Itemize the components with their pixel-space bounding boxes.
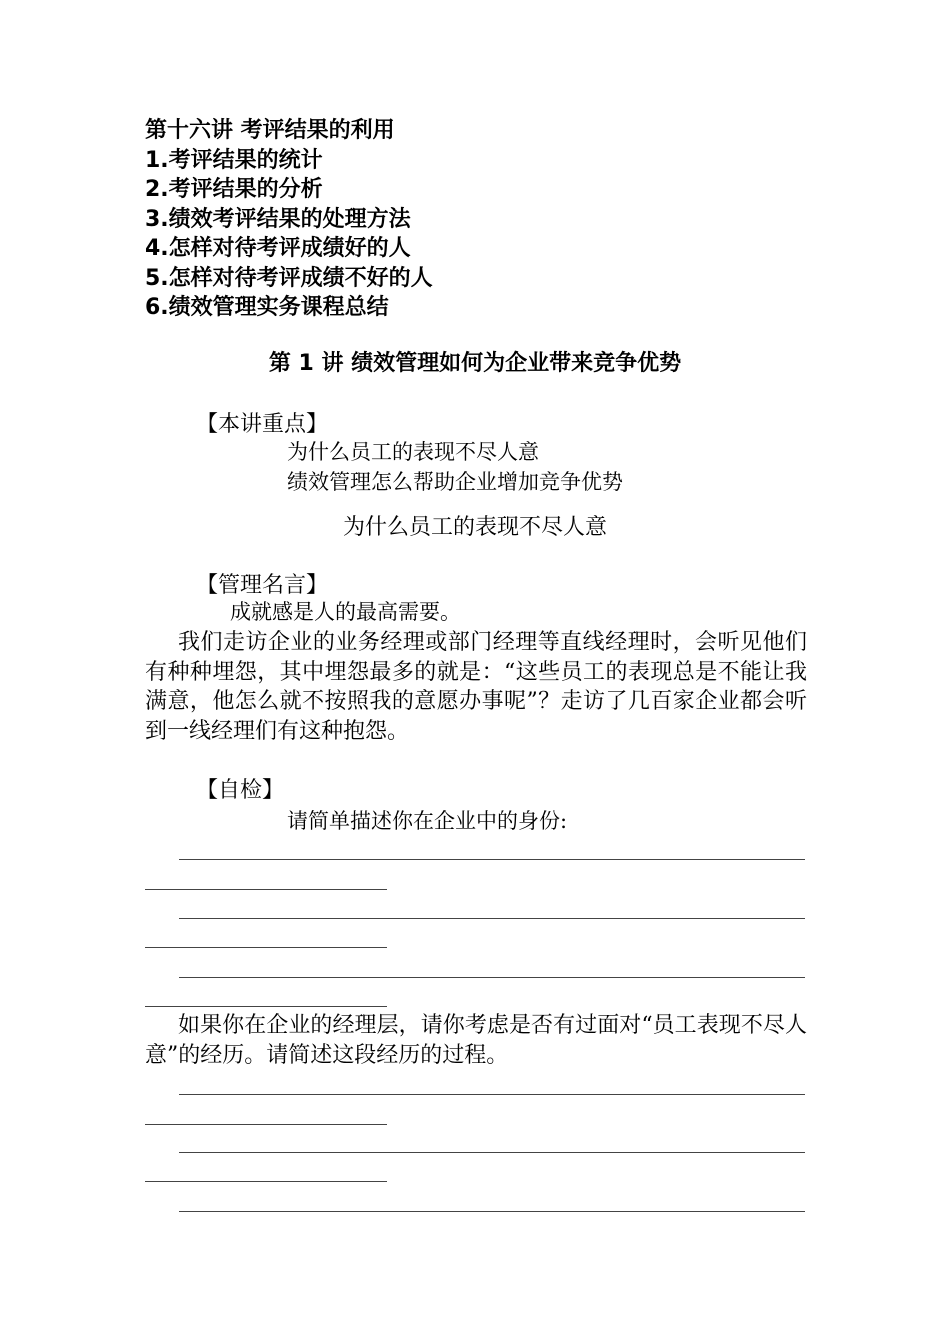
toc-item: 1.考评结果的统计 — [145, 147, 323, 173]
section-title: 为什么员工的表现不尽人意 — [342, 515, 607, 540]
toc-item: 3.绩效考评结果的处理方法 — [145, 206, 411, 232]
motto-label: 【管理名言】 — [196, 573, 329, 598]
self-check-label: 【自检】 — [196, 778, 285, 803]
answer-line[interactable] — [179, 918, 805, 919]
answer-line[interactable] — [145, 1181, 387, 1182]
key-point: 为什么员工的表现不尽人意 — [287, 440, 539, 464]
motto-text: 成就感是人的最高需要。 — [230, 600, 461, 624]
intro-paragraph: 我们走访企业的业务经理或部门经理等直线经理时，会听见他们有种种埋怨，其中埋怨最多的就是：“这些员工的表现总是不能让我满意，他怎么就不按照我的意愿办事呢”？走访了几百家企业都会听到一线经理们有这种抱怨。 — [145, 630, 807, 744]
answer-line[interactable] — [145, 947, 387, 948]
answer-line[interactable] — [145, 1124, 387, 1125]
answer-line[interactable] — [179, 1152, 805, 1153]
toc-item: 5.怎样对待考评成绩不好的人 — [145, 265, 433, 291]
toc-item: 4.怎样对待考评成绩好的人 — [145, 236, 411, 261]
toc-heading: 第十六讲 考评结果的利用 — [145, 118, 395, 143]
key-point: 绩效管理怎么帮助企业增加竞争优势 — [287, 470, 623, 494]
answer-line[interactable] — [145, 889, 387, 890]
key-points-label: 【本讲重点】 — [196, 412, 329, 437]
answer-line[interactable] — [179, 977, 805, 978]
toc-item: 6.绩效管理实务课程总结 — [145, 295, 389, 320]
table-of-contents — [145, 116, 785, 323]
answer-line[interactable] — [179, 859, 805, 860]
answer-line[interactable] — [179, 1094, 805, 1095]
lecture-title: 第 1 讲 绩效管理如何为企业带来竞争优势 — [268, 351, 682, 376]
answer-line[interactable] — [145, 1006, 387, 1007]
answer-line[interactable] — [179, 1211, 805, 1212]
toc-item: 2.考评结果的分析 — [145, 177, 323, 202]
experience-prompt: 如果你在企业的经理层，请你考虑是否有过面对“员工表现不尽人意”的经历。请简述这段经历的过程。 — [145, 1013, 807, 1068]
self-check-prompt: 请简单描述你在企业中的身份: — [287, 809, 568, 833]
